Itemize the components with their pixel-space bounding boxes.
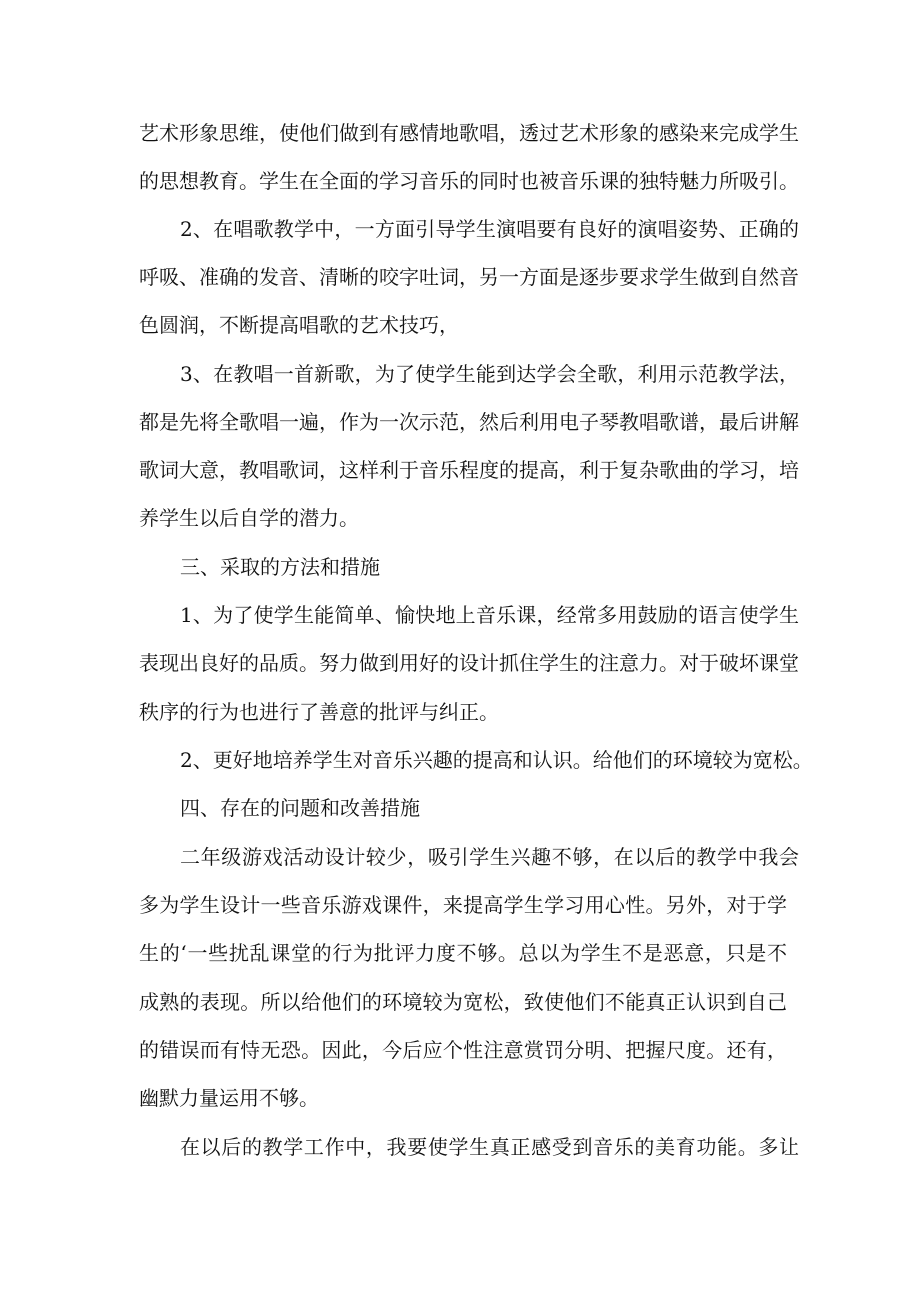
paragraph-line: 1、为了使学生能简单、愉快地上音乐课，经常多用鼓励的语言使学生 — [180, 603, 799, 627]
paragraph-line: 呼吸、准确的发音、清晰的咬字吐词，另一方面是逐步要求学生做到自然音 — [139, 265, 799, 289]
paragraph-line: 二年级游戏活动设计较少，吸引学生兴趣不够，在以后的教学中我会 — [180, 845, 799, 869]
paragraph-line: 秩序的行为也进行了善意的批评与纠正。 — [139, 700, 499, 724]
paragraph-line: 幽默力量运用不够。 — [139, 1086, 319, 1110]
paragraph-line: 的思想教育。学生在全面的学习音乐的同时也被音乐课的独特魅力所吸引。 — [139, 169, 799, 193]
paragraph-line: 3、在教唱一首新歌，为了使学生能到达学会全歌，利用示范教学法， — [180, 362, 799, 386]
paragraph-line: 生的‘一些扰乱课堂的行为批评力度不够。总以为学生不是恶意，只是不 — [139, 941, 787, 965]
paragraph-line: 艺术形象思维，使他们做到有感情地歌唱，透过艺术形象的感染来完成学生 — [139, 121, 799, 145]
paragraph-line: 成熟的表现。所以给他们的环境较为宽松，致使他们不能真正认识到自己 — [139, 990, 787, 1014]
paragraph-line: 的错误而有恃无恐。因此，今后应个性注意赏罚分明、把握尺度。还有， — [139, 1038, 787, 1062]
paragraph-line: 歌词大意，教唱歌词，这样利于音乐程度的提高，利于复杂歌曲的学习，培 — [139, 458, 799, 482]
paragraph-line: 2、在唱歌教学中，一方面引导学生演唱要有良好的演唱姿势、正确的 — [180, 217, 799, 241]
section-heading: 三、采取的方法和措施 — [180, 555, 380, 579]
paragraph-line: 都是先将全歌唱一遍，作为一次示范，然后利用电子琴教唱歌谱，最后讲解 — [139, 410, 799, 434]
paragraph-line: 表现出良好的品质。努力做到用好的设计抓住学生的注意力。对于破坏课堂 — [139, 651, 799, 675]
paragraph-line: 2、更好地培养学生对音乐兴趣的提高和认识。给他们的环境较为宽松。 — [180, 748, 813, 772]
paragraph-line: 多为学生设计一些音乐游戏课件，来提高学生学习用心性。另外，对于学 — [139, 893, 787, 917]
paragraph-line: 色圆润，不断提高唱歌的艺术技巧， — [139, 313, 459, 337]
paragraph-line: 在以后的教学工作中，我要使学生真正感受到音乐的美育功能。多让 — [180, 1135, 799, 1159]
paragraph-line: 养学生以后自学的潜力。 — [139, 506, 359, 530]
section-heading: 四、存在的问题和改善措施 — [180, 796, 420, 820]
